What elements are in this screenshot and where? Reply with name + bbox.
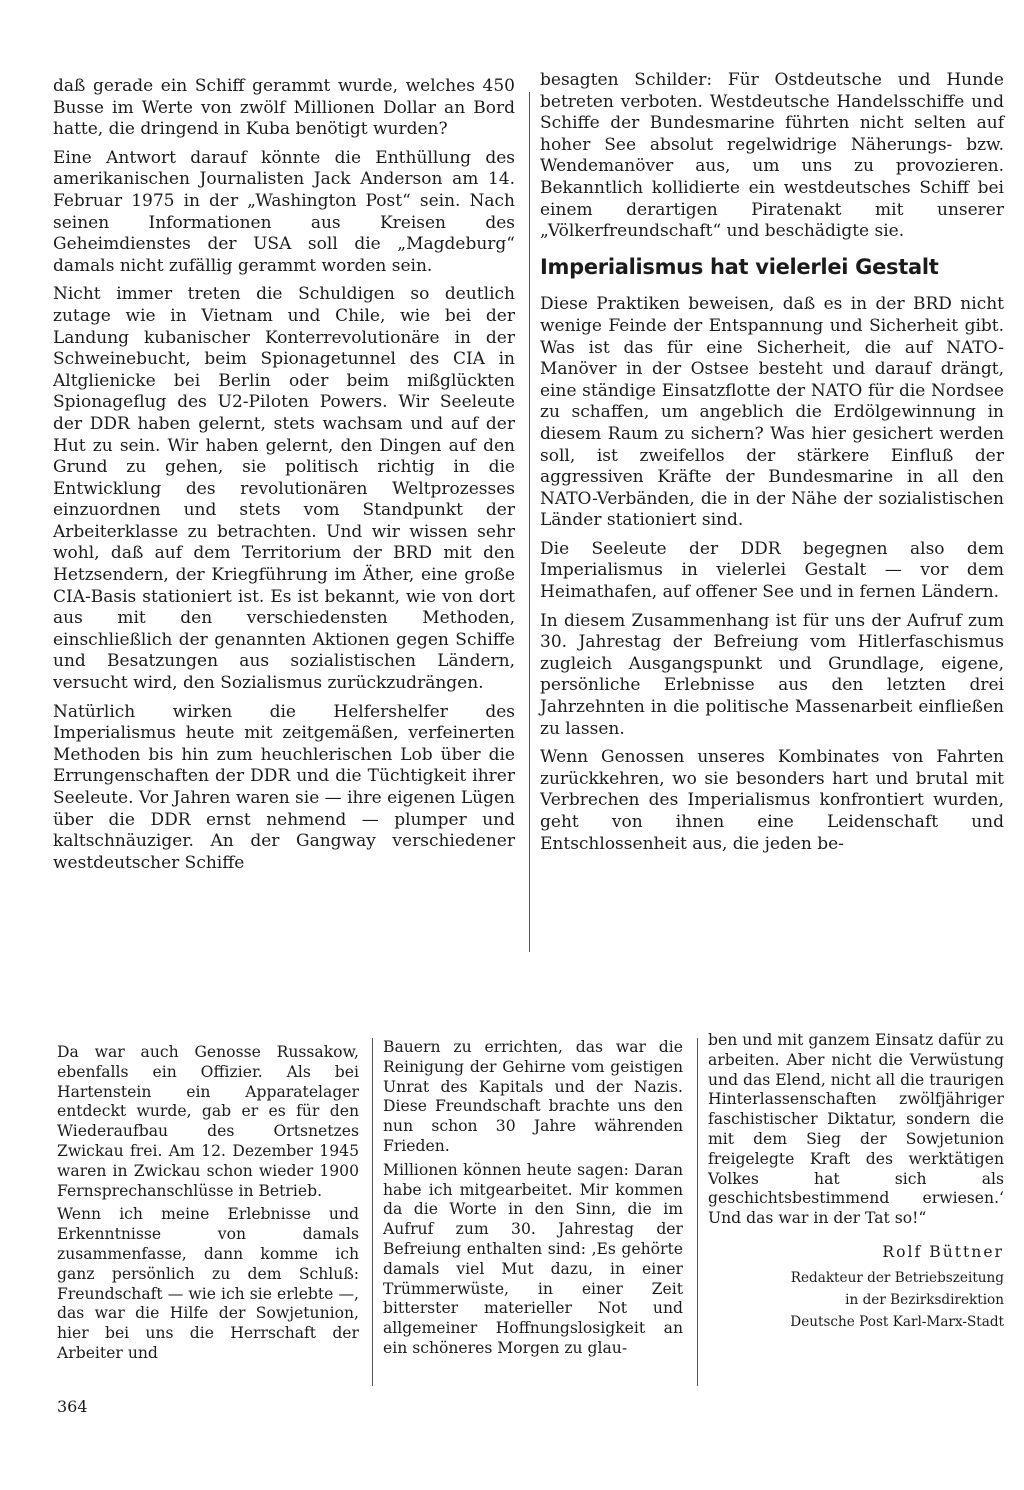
upper-column-right — [540, 70, 1004, 862]
paragraph: Da war auch Genosse Russakow, ebenfalls ein Offizier. Als bei Hartenstein ein Apparatelager entdeckt wurde, gab er es für den Wiederaufbau des Ortsnetzes Zwickau frei. Am 12. Dezember 1945 waren in Zwickau schon wieder 1900 Fernsprechanschlüsse in Betrieb. — [57, 1043, 359, 1200]
paragraph: Millionen können heute sagen: Daran habe ich mitgearbeitet. Mir kommen da die Worte in den Sinn, die im Aufruf zum 30. Jahrestag der Befreiung enthalten sind: ‚Es gehörte damals viel Mut dazu, in einer Trümmerwüste, in einer Zeit bitterster materieller Not und allgemeiner Hoffnungslosigkeit an ein schöneres Morgen zu glau- — [383, 1160, 683, 1357]
paragraph: daß gerade ein Schiff gerammt wurde, welches 450 Busse im Werte von zwölf Millionen Dollar an Bord hatte, die dringend in Kuba benötigt wurden? — [53, 76, 515, 140]
lower-column-middle — [383, 1038, 683, 1363]
section-heading: Imperialismus hat vielerlei Gestalt — [540, 254, 939, 279]
paragraph: Bauern zu errichten, das war die Reinigung der Gehirne vom geistigen Unrat des Kapitals und der Nazis. Diese Freundschaft brachte uns den nun schon 30 Jahre währenden Frieden. — [383, 1038, 683, 1155]
author-affiliation-line: Redakteur der Betriebszeitung — [790, 1269, 1004, 1286]
column-divider — [529, 92, 530, 952]
column-divider — [697, 1038, 698, 1386]
paragraph: Die Seeleute der DDR begegnen also dem Imperialismus in vielerlei Gestalt — vor dem Heimathafen, auf offener See und in fernen Ländern. — [540, 538, 1004, 603]
paragraph: Eine Antwort darauf könnte die Enthüllung des amerikanischen Journalisten Jack Anderson am 14. Februar 1975 in der „Washington Post“ sein. Nach seinen Informationen aus Kreisen des Geheimdienstes der USA soll die „Magdeburg“ damals nicht zufällig gerammt worden sein. — [53, 147, 515, 276]
upper-column-left — [53, 76, 515, 881]
paragraph: Diese Praktiken beweisen, daß es in der BRD nicht wenige Feinde der Entspannung und Sicherheit gibt. Was ist das für eine Sicherheit, die auf NATO-Manöver in der Ostsee besteht und darauf drängt, eine ständige Einsatzflotte der NATO für die Nordsee zu schaffen, um angeblich die Erdölgewinnung in diesem Raum zu sichern? Was hier gesichert werden soll, ist zweifellos der stärkere Einfluß der aggressiven Kräfte der Bundesmarine in all den NATO-Verbänden, die in der Nähe der sozialistischen Länder stationiert sind. — [540, 294, 1004, 531]
column-divider — [372, 1038, 373, 1386]
lower-column-right — [708, 1031, 1004, 1333]
paragraph: Nicht immer treten die Schuldigen so deutlich zutage wie in Vietnam und Chile, wie bei der Landung kubanischer Konterrevolutionäre in der Schweinebucht, beim Spionagetunnel des CIA in Altglienicke bei Berlin oder beim mißglückten Spionageflug des U2-Piloten Powers. Wir Seeleute der DDR haben gelernt, stets wachsam und auf der Hut zu sein. Wir haben gelernt, den Dingen auf den Grund zu gehen, sie politisch richtig in die Entwicklung des revolutionären Weltprozesses einzuordnen und stets vom Standpunkt der Arbeiterklasse zu betrachten. Und wir wissen sehr wohl, daß auf dem Territorium der BRD mit den Hetzsendern, der Kriegführung im Äther, eine große CIA-Basis stationiert ist. Es ist bekannt, wie von dort aus mit den verschiedensten Methoden, einschließlich der genannten Aktionen gegen Schiffe und Besatzungen aus sozialistischen Ländern, versucht wird, den Sozialismus zurückzudrängen. — [53, 284, 515, 694]
page-number: 364 — [57, 1397, 88, 1416]
paragraph: ben und mit ganzem Einsatz dafür zu arbeiten. Aber nicht die Verwüstung und das Elend, nicht all die traurigen Hinterlassenschaften zwölfjähriger faschistischer Diktatur, sondern die mit dem Sieg der Sowjetunion freigelegte Kraft des werktätigen Volkes hat sich als geschichtsbestimmend erwiesen.‘ Und das war in der Tat so!“ — [708, 1031, 1004, 1228]
author-affiliation-line: Deutsche Post Karl-Marx-Stadt — [790, 1313, 1004, 1330]
lower-column-left — [57, 1043, 359, 1368]
author-affiliation-line: in der Bezirksdirektion — [845, 1291, 1004, 1308]
paragraph: Wenn ich meine Erlebnisse und Erkenntnisse von damals zusammenfasse, dann komme ich ganz persönlich zu dem Schluß: Freundschaft — wie ich sie erlebte —, das war die Hilfe der Sowjetunion, hier bei uns die Herrschaft der Arbeiter und — [57, 1205, 359, 1362]
paragraph: Wenn Genossen unseres Kombinates von Fahrten zurückkehren, wo sie besonders hart und brutal mit Verbrechen des Imperialismus konfrontiert wurden, geht von ihnen eine Leidenschaft und Entschlossenheit aus, die jeden be- — [540, 747, 1004, 854]
paragraph: Natürlich wirken die Helfershelfer des Imperialismus heute mit zeitgemäßen, verfeinerten Methoden bis hin zum heuchlerischen Lob über die Errungenschaften der DDR und die Tüchtigkeit ihrer Seeleute. Vor Jahren waren sie — ihre eigenen Lügen über die DDR ernst nehmend — plumper und kaltschnäuziger. An der Gangway verschiedener westdeutscher Schiffe — [53, 701, 515, 873]
paragraph: In diesem Zusammenhang ist für uns der Aufruf zum 30. Jahrestag der Befreiung vom Hitlerfaschismus zugleich Ausgangspunkt und Grundlage, eigene, persönliche Erlebnisse aus den letzten drei Jahrzehnten in die politische Massenarbeit einfließen zu lassen. — [540, 610, 1004, 739]
author-name: Rolf Büttner — [882, 1242, 1004, 1261]
paragraph: besagten Schilder: Für Ostdeutsche und Hunde betreten verboten. Westdeutsche Handelsschiffe und Schiffe der Bundesmarine führten nicht selten auf hoher See absolut regelwidrige Näherungs- bzw. Wendemanöver aus, um uns zu provozieren. Bekanntlich kollidierte ein westdeutsches Schiff bei einem derartigen Piratenakt mit unserer „Völkerfreundschaft“ und beschädigte sie. — [540, 70, 1004, 242]
